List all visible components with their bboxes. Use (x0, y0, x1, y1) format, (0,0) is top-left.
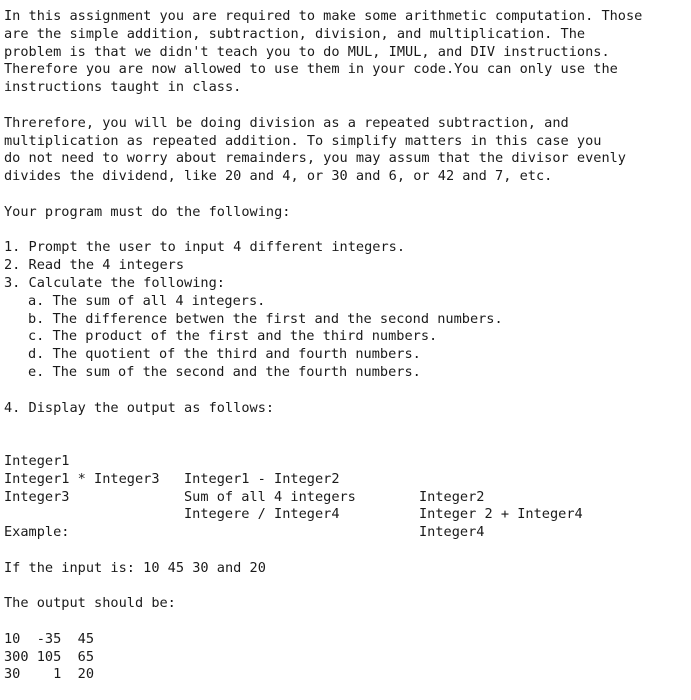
substep-item: c. The product of the first and the third numbers. (28, 328, 438, 345)
output-row: 300 105 65 (4, 648, 95, 665)
example-output (4, 631, 688, 684)
layout-cell: Integere / Integer4 (184, 506, 340, 523)
layout-cell: Integer1 (4, 452, 70, 469)
spacer (4, 506, 688, 524)
method-line: multiplication as repeated addition. To simplify matters in this case you (4, 132, 602, 149)
assignment-document (4, 8, 688, 684)
requirements-heading: Your program must do the following: (4, 203, 291, 220)
layout-cell: Integer 2 + Integer4 (419, 506, 583, 523)
layout-cell: Integer3 (4, 488, 70, 505)
intro-paragraph (4, 8, 688, 97)
spacer (4, 186, 688, 204)
spacer (4, 417, 688, 435)
layout-cell: Integer1 - Integer2 (184, 470, 340, 487)
spacer (4, 97, 688, 115)
example-label: Example: (4, 524, 70, 541)
intro-line: problem is that we didn't teach you to do MUL, IMUL, and DIV instructions. (4, 43, 610, 60)
step-item: 3. Calculate the following: (4, 274, 225, 291)
substep-item: a. The sum of all 4 integers. (28, 292, 266, 309)
spacer (4, 578, 688, 596)
method-line: do not need to worry about remainders, you may assum that the divisor evenly (4, 150, 626, 167)
output-row: 30 1 20 (4, 666, 95, 683)
layout-cell: Integer2 (419, 488, 485, 505)
layout-cell: Sum of all 4 integers (184, 488, 356, 505)
output-row: 10 -35 45 (4, 630, 95, 647)
intro-line: In this assignment you are required to make some arithmetic computation. Those (4, 8, 643, 24)
method-line: Threrefore, you will be doing division as a repeated subtraction, and (4, 114, 569, 131)
spacer (4, 382, 688, 400)
steps-list (4, 239, 688, 292)
substeps-list (4, 293, 688, 382)
intro-line: are the simple addition, subtraction, division, and multiplication. The (4, 25, 586, 42)
output-label: The output should be: (4, 595, 176, 612)
layout-cell: Integer4 (419, 524, 485, 541)
substep-item: e. The sum of the second and the fourth numbers. (28, 363, 421, 380)
step-item: 4. Display the output as follows: (4, 399, 275, 416)
method-line: divides the dividend, like 20 and 4, or 30 and 6, or 42 and 7, etc. (4, 168, 553, 185)
substep-item: d. The quotient of the third and fourth numbers. (28, 346, 421, 363)
intro-line: Therefore you are now allowed to use them in your code.You can only use the (4, 61, 618, 78)
spacer (4, 222, 688, 240)
example-input: If the input is: 10 45 30 and 20 (4, 559, 266, 576)
spacer (4, 542, 688, 560)
step-item: 1. Prompt the user to input 4 different integers. (4, 239, 406, 256)
step-item: 2. Read the 4 integers (4, 257, 185, 274)
spacer (4, 613, 688, 631)
intro-line: instructions taught in class. (4, 79, 242, 96)
layout-cell: Integer1 * Integer3 (4, 470, 160, 487)
method-paragraph (4, 115, 688, 186)
substep-item: b. The difference betwen the first and the second numbers. (28, 310, 503, 327)
